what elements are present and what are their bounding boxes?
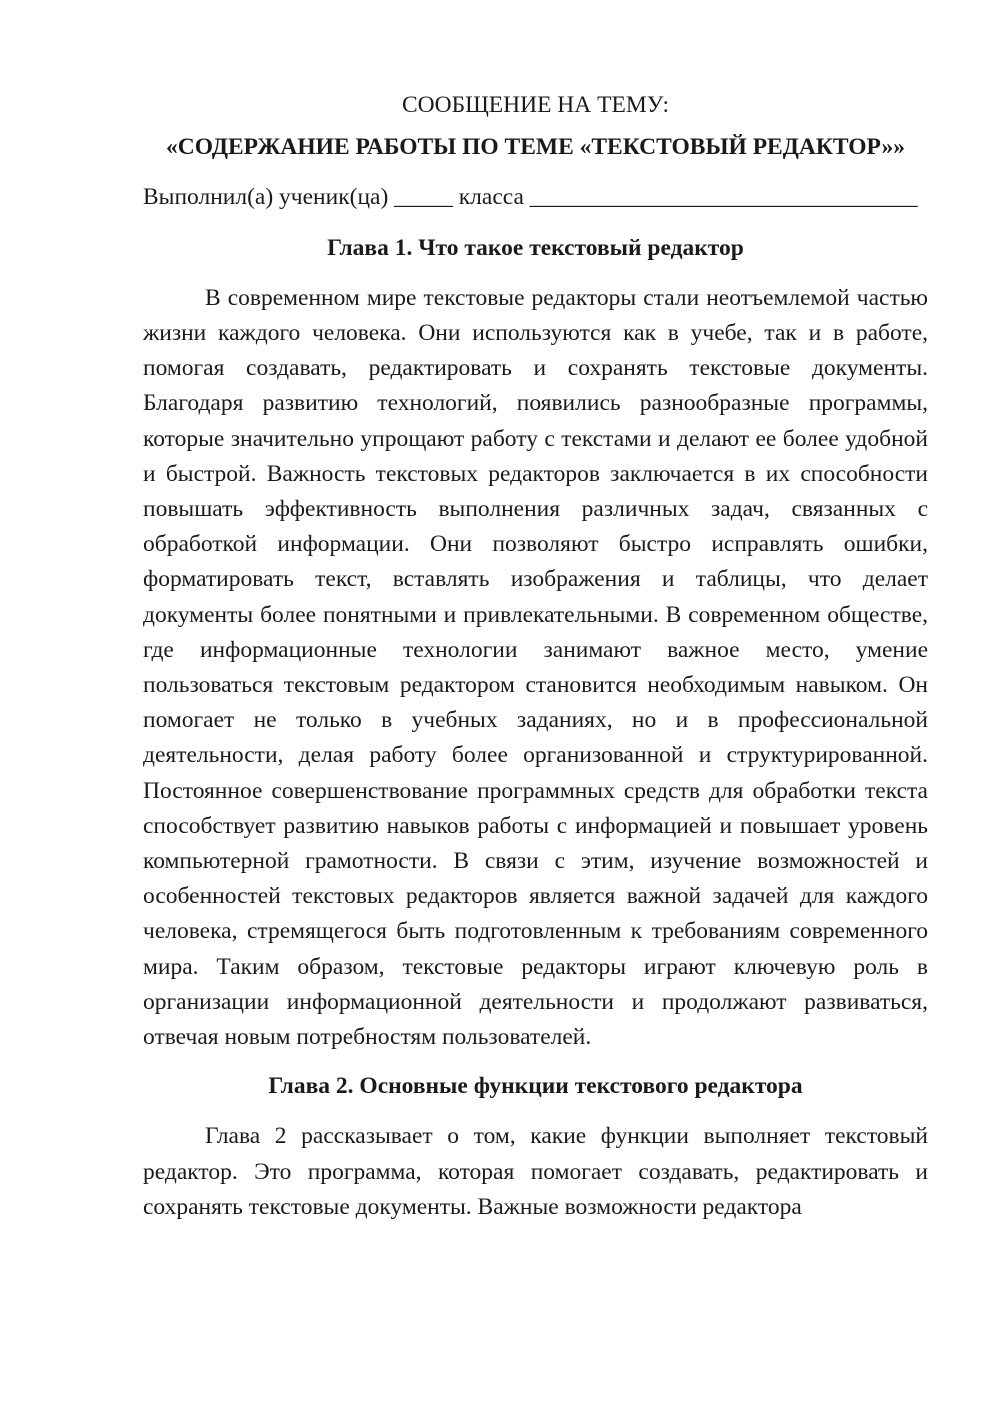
document-title-line-1: СООБЩЕНИЕ НА ТЕМУ: (401, 92, 670, 118)
chapter-2-heading: Глава 2. Основные функции текстового редактора (268, 1073, 803, 1100)
document-content (143, 88, 928, 1225)
author-line: Выполнил(а) ученик(ца) _____ класса _________________________________ (143, 184, 918, 211)
document-title-line-2: «СОДЕРЖАНИЕ РАБОТЫ ПО ТЕМЕ «ТЕКСТОВЫЙ РЕДАКТОР»» (166, 134, 905, 161)
chapter-1-paragraph: В современном мире текстовые редакторы стали неотъемлемой частью жизни каждого человека. Они используются как в учебе, так и в работе, помогая создавать, редактировать и сохранять текстовые документы. Благодаря развитию технологий, появились разнообразные программы, которые значительно упрощают работу с текстами и делают ее более удобной и быстрой. Важность текстовых редакторов заключается в их способности повышать эффективность выполнения различных задач, связанных с обработкой информации. Они позволяют быстро исправлять ошибки, форматировать текст, вставлять изображения и таблицы, что делает документы более понятными и привлекательными. В современном обществе, где информационные технологии занимают важное место, умение пользоваться текстовым редактором становится необходимым навыком. Он помогает не только в учебных заданиях, но и в профессиональной деятельности, делая работу более организованной и структурированной. Постоянное совершенствование программных средств для обработки текста способствует развитию навыков работы с информацией и повышает уровень компьютерной грамотности. В связи с этим, изучение возможностей и особенностей текстовых редакторов является важной задачей для каждого человека, стремящегося быть подготовленным к требованиям современного мира. Таким образом, текстовые редакторы играют ключевую роль в организации информационной деятельности и продолжают развиваться, отвечая новым потребностям пользователей. (143, 284, 928, 1051)
chapter-1-heading: Глава 1. Что такое текстовый редактор (327, 234, 744, 261)
chapter-2-paragraph: Глава 2 рассказывает о том, какие функции выполняет текстовый редактор. Это программа, которая помогает создавать, редактировать и сохранять текстовые документы. Важные возможности редактора (143, 1123, 928, 1220)
